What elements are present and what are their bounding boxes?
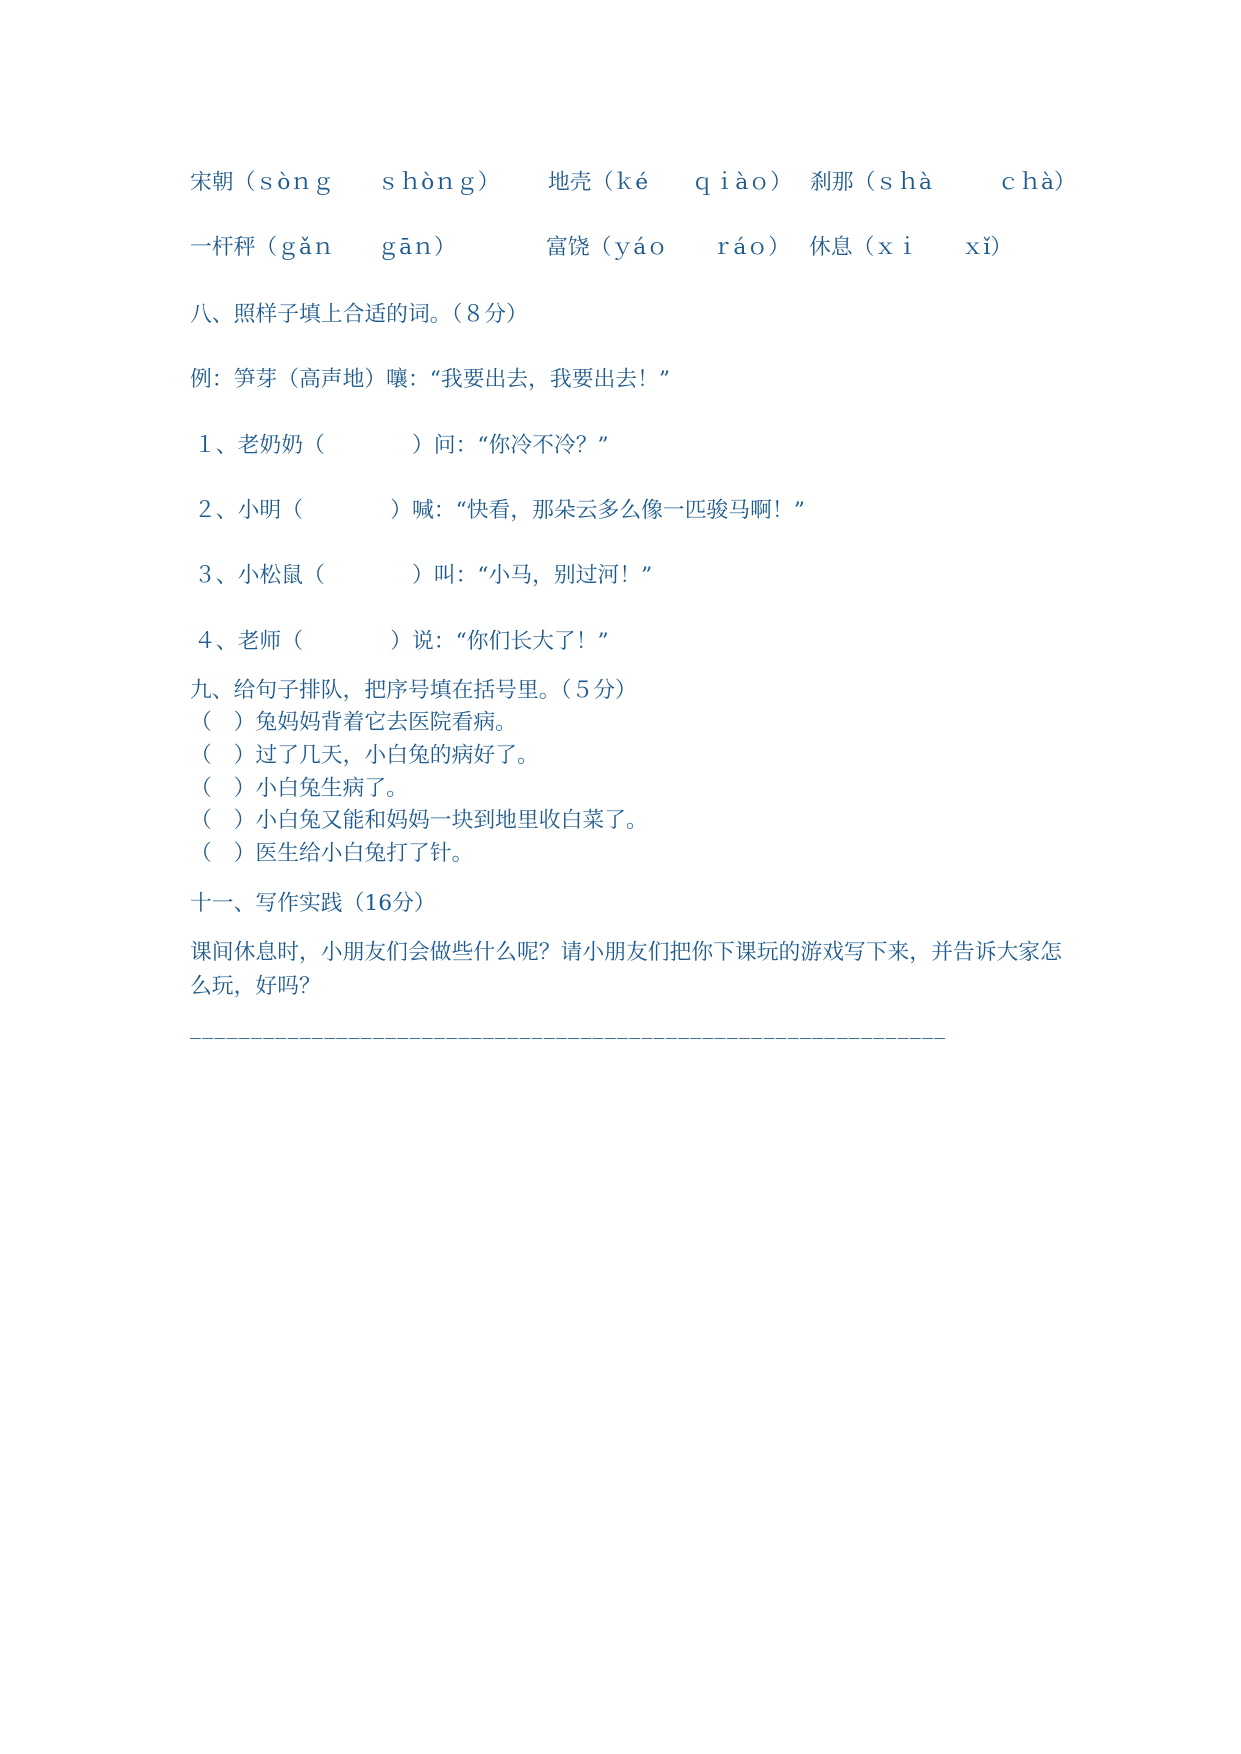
answer-blank[interactable]: （ ） [281, 629, 412, 654]
pinyin-item: 地壳（ｋé ｑｉàｏ） [548, 170, 792, 195]
fill-item-prefix: ４、老师 [194, 629, 282, 654]
fill-item-suffix: 问：“你冷不冷？” [433, 433, 609, 458]
writing-prompt-line: 课间休息时，小朋友们会做些什么呢？请小朋友们把你下课玩的游戏写下来，并告诉大家怎 [190, 940, 1062, 965]
fill-item-prefix: １、老奶奶 [194, 433, 303, 458]
answer-blank[interactable]: （ ） [303, 433, 434, 458]
fill-item-prefix: ３、小松鼠 [194, 563, 303, 588]
fill-item [194, 563, 652, 589]
order-blank[interactable]: （ ） [190, 808, 256, 833]
order-sentence: 兔妈妈背着它去医院看病。 [255, 710, 517, 735]
pinyin-item: 一杆秤（ｇǎｎ ｇāｎ） [190, 235, 456, 260]
answer-blank[interactable]: （ ） [303, 563, 434, 588]
order-item [190, 776, 408, 802]
order-blank[interactable]: （ ） [190, 776, 256, 801]
writing-prompt-line: 么玩，好吗？ [190, 974, 321, 999]
fill-item-prefix: ２、小明 [194, 498, 282, 523]
order-blank[interactable]: （ ） [190, 710, 256, 735]
fill-item-suffix: 叫：“小马，别过河！” [433, 563, 653, 588]
section-11-heading: 十一、写作实践（16分） [190, 891, 436, 916]
fill-item [194, 433, 609, 459]
order-blank[interactable]: （ ） [190, 743, 256, 768]
pinyin-item: 宋朝（ｓòｎｇ ｓｈòｎｇ） [190, 170, 500, 195]
fill-item [194, 498, 805, 524]
section-8-heading: 八、照样子填上合适的词。（８分） [190, 302, 528, 327]
answer-blank[interactable]: （ ） [281, 498, 412, 523]
pinyin-row [0, 235, 1241, 261]
order-sentence: 医生给小白兔打了针。 [255, 841, 474, 866]
fill-item [194, 629, 609, 655]
order-sentence: 小白兔又能和妈妈一块到地里收白菜了。 [255, 808, 648, 833]
pinyin-row [0, 170, 1241, 196]
pinyin-item: 休息（ｘｉ ｘǐ） [809, 235, 1013, 260]
order-item [190, 743, 539, 769]
order-item [190, 808, 648, 834]
order-item [190, 710, 517, 736]
order-blank[interactable]: （ ） [190, 841, 256, 866]
pinyin-item: 富饶（ｙáｏ ｒáｏ） [546, 235, 790, 260]
example-sentence: 例：笋芽（高声地）嚷：“我要出去，我要出去！” [190, 367, 671, 392]
order-sentence: 过了几天，小白兔的病好了。 [255, 743, 539, 768]
writing-answer-line[interactable]: ______________________________________________________________ [190, 1023, 947, 1043]
pinyin-item: 刹那（ｓｈà ｃｈà） [810, 170, 1076, 195]
fill-item-suffix: 说：“你们长大了！” [412, 629, 609, 654]
section-9-heading: 九、给句子排队，把序号填在括号里。（５分） [190, 678, 637, 703]
fill-item-suffix: 喊：“快看，那朵云多么像一匹骏马啊！” [412, 498, 805, 523]
order-item [190, 841, 473, 867]
order-sentence: 小白兔生病了。 [255, 776, 408, 801]
